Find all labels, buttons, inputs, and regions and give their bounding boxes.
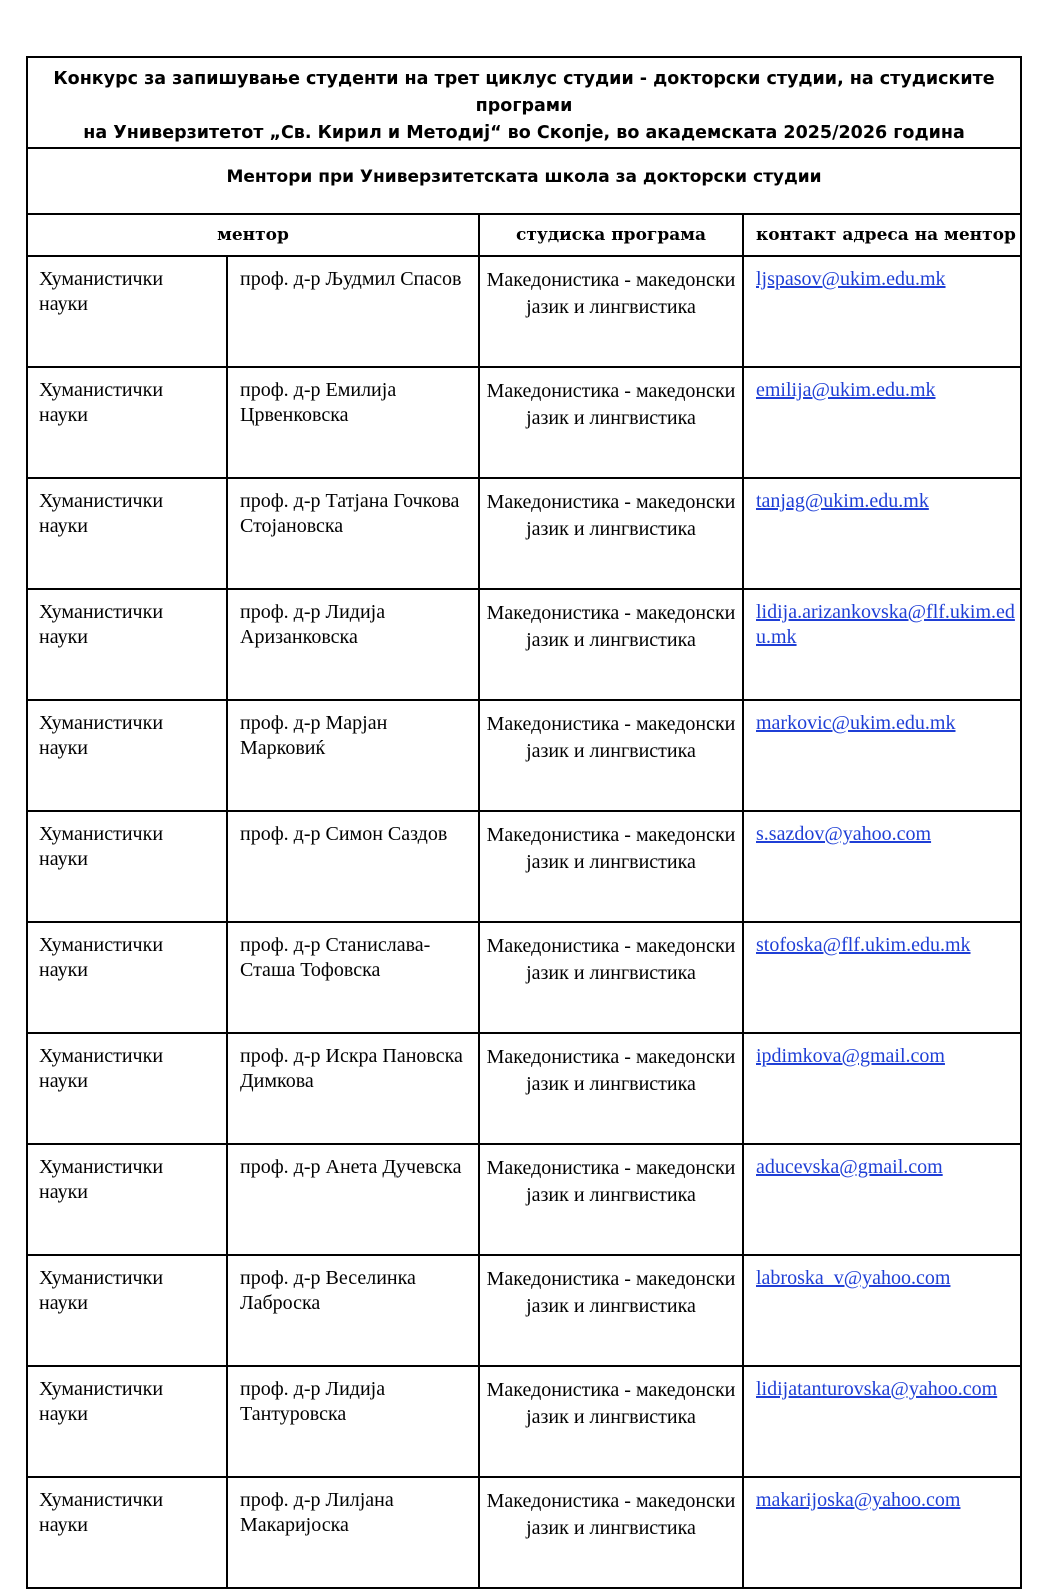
mentor-cell: проф. д-р Лидија Тантуровска bbox=[227, 1366, 479, 1477]
program-cell: Македонистика - македонски јазик и лингвистика bbox=[479, 700, 743, 811]
table-row bbox=[27, 1033, 1021, 1144]
title-line-1: Конкурс за запишување студенти на трет циклус студии - докторски студии, на студиските програми bbox=[53, 69, 995, 116]
contact-cell bbox=[743, 256, 1021, 367]
field-cell: Хуманистички науки bbox=[27, 922, 227, 1033]
table-row bbox=[27, 1366, 1021, 1477]
contact-cell bbox=[743, 811, 1021, 922]
column-header-contact: контакт адреса на ментор bbox=[743, 214, 1021, 256]
contact-cell bbox=[743, 1144, 1021, 1255]
title-line-2: на Универзитетот „Св. Кирил и Методиј“ во Скопје, во академската 2025/2026 година bbox=[83, 123, 965, 143]
mentor-email-link[interactable]: markovic@ukim.edu.mk bbox=[756, 712, 956, 734]
mentor-email-link[interactable]: ljspasov@ukim.edu.mk bbox=[756, 268, 946, 290]
field-cell: Хуманистички науки bbox=[27, 811, 227, 922]
contact-cell bbox=[743, 1255, 1021, 1366]
program-cell: Македонистика - македонски јазик и лингвистика bbox=[479, 1366, 743, 1477]
mentor-cell: проф. д-р Људмил Спасов bbox=[227, 256, 479, 367]
mentor-email-link[interactable]: makarijoska@yahoo.com bbox=[756, 1489, 961, 1511]
mentor-email-link[interactable]: aducevska@gmail.com bbox=[756, 1156, 943, 1178]
field-cell: Хуманистички науки bbox=[27, 1477, 227, 1588]
mentor-cell: проф. д-р Емилија Црвенковска bbox=[227, 367, 479, 478]
table-row bbox=[27, 367, 1021, 478]
program-cell: Македонистика - македонски јазик и лингвистика bbox=[479, 922, 743, 1033]
mentor-cell: проф. д-р Веселинка Лаброска bbox=[227, 1255, 479, 1366]
field-cell: Хуманистички науки bbox=[27, 700, 227, 811]
contact-cell bbox=[743, 922, 1021, 1033]
program-cell: Македонистика - македонски јазик и лингвистика bbox=[479, 367, 743, 478]
contact-cell bbox=[743, 1477, 1021, 1588]
mentor-email-link[interactable]: s.sazdov@yahoo.com bbox=[756, 823, 932, 845]
mentor-cell: проф. д-р Лидија Аризанковска bbox=[227, 589, 479, 700]
contact-cell bbox=[743, 1033, 1021, 1144]
document-title bbox=[27, 57, 1021, 148]
mentor-email-link[interactable]: labroska_v@yahoo.com bbox=[756, 1267, 951, 1289]
program-cell: Македонистика - македонски јазик и лингвистика bbox=[479, 1255, 743, 1366]
field-cell: Хуманистички науки bbox=[27, 1255, 227, 1366]
field-cell: Хуманистички науки bbox=[27, 256, 227, 367]
title-row bbox=[27, 57, 1021, 148]
contact-cell bbox=[743, 700, 1021, 811]
field-cell: Хуманистички науки bbox=[27, 478, 227, 589]
program-cell: Македонистика - македонски јазик и лингвистика bbox=[479, 811, 743, 922]
table-row bbox=[27, 1477, 1021, 1588]
mentor-email-link[interactable]: tanjag@ukim.edu.mk bbox=[756, 490, 929, 512]
mentor-email-link[interactable]: ipdimkova@gmail.com bbox=[756, 1045, 945, 1067]
mentor-email-link[interactable]: lidijatanturovska@yahoo.com bbox=[756, 1378, 998, 1400]
program-cell: Македонистика - македонски јазик и лингвистика bbox=[479, 478, 743, 589]
program-cell: Македонистика - македонски јазик и лингвистика bbox=[479, 1477, 743, 1588]
mentor-email-link[interactable]: stofoska@flf.ukim.edu.mk bbox=[756, 934, 971, 956]
table-row bbox=[27, 1144, 1021, 1255]
mentor-email-link[interactable]: emilija@ukim.edu.mk bbox=[756, 379, 936, 401]
subtitle-row bbox=[27, 148, 1021, 214]
table-row bbox=[27, 589, 1021, 700]
mentor-cell: проф. д-р Станислава-Сташа Тофовска bbox=[227, 922, 479, 1033]
field-cell: Хуманистички науки bbox=[27, 1033, 227, 1144]
mentor-cell: проф. д-р Анета Дучевска bbox=[227, 1144, 479, 1255]
program-cell: Македонистика - македонски јазик и лингвистика bbox=[479, 1144, 743, 1255]
document-subtitle: Ментори при Универзитетската школа за докторски студии bbox=[27, 148, 1021, 214]
program-cell: Македонистика - македонски јазик и лингвистика bbox=[479, 1033, 743, 1144]
table-row bbox=[27, 478, 1021, 589]
mentors-table bbox=[26, 56, 1022, 1589]
contact-cell bbox=[743, 589, 1021, 700]
mentor-email-link[interactable]: lidija.arizankovska@flf.ukim.edu.mk bbox=[756, 601, 1015, 648]
table-row bbox=[27, 1255, 1021, 1366]
header-row bbox=[27, 214, 1021, 256]
mentor-cell: проф. д-р Марјан Марковиќ bbox=[227, 700, 479, 811]
table-row bbox=[27, 700, 1021, 811]
mentor-cell: проф. д-р Искра Пановска Димкова bbox=[227, 1033, 479, 1144]
table-row bbox=[27, 922, 1021, 1033]
contact-cell bbox=[743, 1366, 1021, 1477]
field-cell: Хуманистички науки bbox=[27, 589, 227, 700]
mentor-cell: проф. д-р Лилјана Макаријоска bbox=[227, 1477, 479, 1588]
field-cell: Хуманистички науки bbox=[27, 1366, 227, 1477]
column-header-mentor: ментор bbox=[27, 214, 479, 256]
table-row bbox=[27, 256, 1021, 367]
program-cell: Македонистика - македонски јазик и лингвистика bbox=[479, 256, 743, 367]
table-row bbox=[27, 811, 1021, 922]
column-header-program: студиска програма bbox=[479, 214, 743, 256]
mentor-cell: проф. д-р Татјана Гочкова Стојановска bbox=[227, 478, 479, 589]
field-cell: Хуманистички науки bbox=[27, 367, 227, 478]
program-cell: Македонистика - македонски јазик и лингвистика bbox=[479, 589, 743, 700]
contact-cell bbox=[743, 478, 1021, 589]
contact-cell bbox=[743, 367, 1021, 478]
mentor-cell: проф. д-р Симон Саздов bbox=[227, 811, 479, 922]
field-cell: Хуманистички науки bbox=[27, 1144, 227, 1255]
